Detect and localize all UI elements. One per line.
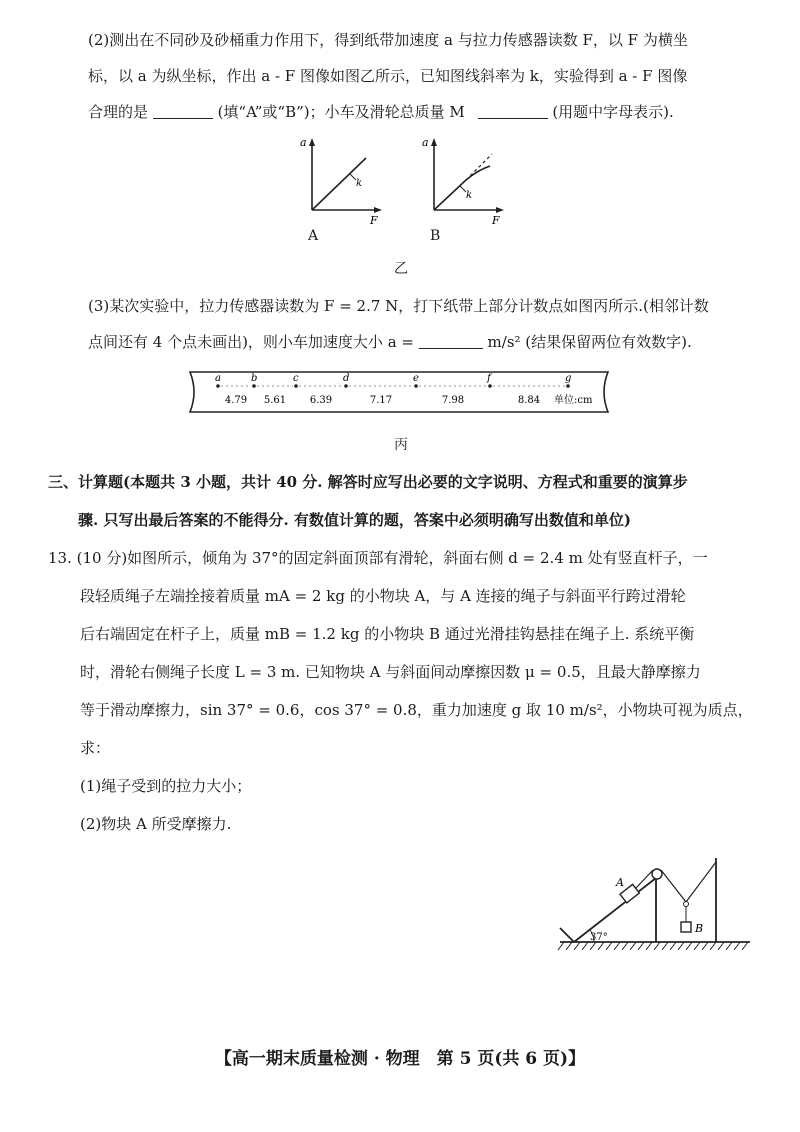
q13-line-6: 求：	[80, 739, 111, 757]
part3-line-2-a: 点间还有 4 个点未画出)，则小车加速度大小 a =	[88, 333, 414, 351]
q13-line-2: 段轻质绳子左端拴接着质量 mA = 2 kg 的小物块 A，与 A 连接的绳子与斜面平行跨过滑轮	[80, 587, 686, 605]
section3-line-2: 骤. 只写出最后答案的不能得分. 有数值计算的题，答案中必须明确写出数值和单位)	[78, 511, 631, 529]
tape-distance-3: 7.17	[369, 395, 393, 406]
ground-hatch	[558, 942, 748, 950]
graph-b-y-label: a	[422, 136, 429, 149]
part3-line-1: (3)某次实验中，拉力传感器读数为 F = 2.7 N，打下纸带上部分计数点如图丙所示.(相邻计数	[88, 297, 709, 315]
graph-a-caption: A	[308, 228, 319, 244]
incline-diagram	[556, 848, 756, 958]
q13-line-1: 13. (10 分)如图所示，倾角为 37°的固定斜面顶部有滑轮，斜面右侧 d = 2.4 m 处有竖直杆子，一	[48, 549, 708, 567]
tape-point-f	[488, 384, 492, 388]
graph-b-y-arrow	[431, 138, 437, 146]
answer-blank-1[interactable]	[153, 104, 213, 119]
tape-point-e	[414, 384, 418, 388]
angle-label: 37°	[590, 932, 608, 943]
graph-b-k-label: k	[466, 190, 473, 201]
part2-line-3-b: (填“A”或“B”)；小车及滑轮总质量 M	[217, 103, 465, 121]
figure-yi-caption: 乙	[394, 261, 408, 277]
hook	[684, 902, 689, 907]
graph-a-x-label: F	[370, 214, 378, 227]
tape-distance-5: 8.84	[517, 395, 541, 406]
page-footer: 【高一期末质量检测 · 物理 第 5 页(共 6 页)】	[214, 1049, 586, 1069]
part2-line-3-c: (用题中字母表示).	[552, 103, 674, 121]
tape-point-c	[294, 384, 298, 388]
tape-distance-1: 5.61	[263, 395, 287, 406]
q13-line-4: 时，滑轮右侧绳子长度 L = 3 m. 已知物块 A 与斜面间动摩擦因数 μ = 0.5，且最大静摩擦力	[80, 663, 701, 681]
tape-point-label-e: e	[413, 373, 419, 384]
graph-b-x-arrow	[496, 207, 504, 213]
part2-line-1: (2)测出在不同砂及砂桶重力作用下，得到纸带加速度 a 与拉力传感器读数 F，以 F 为横坐	[88, 31, 688, 49]
figure-bing-caption: 丙	[394, 437, 408, 453]
tape-point-a	[216, 384, 220, 388]
graph-a-y-arrow	[309, 138, 315, 146]
section3-line-1: 三、计算题(本题共 3 小题，共计 40 分. 解答时应写出必要的文字说明、方程式和重要的演算步	[48, 473, 688, 491]
tape-distance-2: 6.39	[309, 395, 333, 406]
block-b-label: B	[695, 922, 704, 935]
graph-a	[296, 136, 386, 226]
graph-b-caption: B	[430, 228, 441, 244]
paper-tape	[184, 370, 614, 414]
part2-line-2: 标，以 a 为纵坐标，作出 a - F 图像如图乙所示，已知图线斜率为 k，实验得到 a - F 图像	[88, 67, 688, 85]
tape-point-label-d: d	[343, 373, 350, 384]
tape-point-label-a: a	[215, 373, 221, 384]
incline-surface	[574, 878, 656, 942]
tape-point-d	[344, 384, 348, 388]
part2-line-3-a: 合理的是	[88, 103, 149, 121]
q13-sub-2: (2)物块 A 所受摩擦力.	[80, 815, 232, 833]
pulley	[652, 869, 662, 879]
part3-line-2-b: m/s² (结果保留两位有效数字).	[487, 333, 692, 351]
tape-unit: 单位:cm	[554, 395, 593, 406]
graph-a-k-label: k	[356, 178, 363, 189]
answer-blank-3[interactable]	[419, 334, 483, 349]
part2-line-3	[88, 102, 674, 122]
answer-blank-2[interactable]	[478, 104, 548, 119]
tape-point-b	[252, 384, 256, 388]
q13-line-3: 后右端固定在杆子上，质量 mB = 1.2 kg 的小物块 B 通过光滑挂钩悬挂在绳子上. 系统平衡	[80, 625, 695, 643]
rope-pulley-to-hook	[661, 870, 686, 902]
tape-point-g	[566, 384, 570, 388]
q13-sub-1: (1)绳子受到的拉力大小；	[80, 777, 252, 795]
q13-line-5: 等于滑动摩擦力，sin 37° = 0.6，cos 37° = 0.8，重力加速度 g 取 10 m/s²，小物块可视为质点，	[80, 701, 753, 719]
graph-b-x-label: F	[492, 214, 500, 227]
graph-a-y-label: a	[300, 136, 307, 149]
tape-point-label-b: b	[251, 373, 258, 384]
tape-point-label-f: f	[487, 373, 491, 384]
tape-distance-0: 4.79	[224, 395, 248, 406]
graph-a-x-arrow	[374, 207, 382, 213]
graph-b	[418, 136, 508, 226]
part3-line-2	[88, 332, 692, 352]
block-a-label: A	[616, 876, 624, 889]
rope-a-to-pulley	[636, 870, 653, 888]
incline-left-stop	[560, 928, 574, 942]
block-b	[681, 922, 691, 932]
tape-point-label-g: g	[565, 373, 572, 384]
rope-hook-to-pole	[686, 862, 716, 902]
tape-distance-4: 7.98	[441, 395, 465, 406]
tape-point-label-c: c	[293, 373, 299, 384]
